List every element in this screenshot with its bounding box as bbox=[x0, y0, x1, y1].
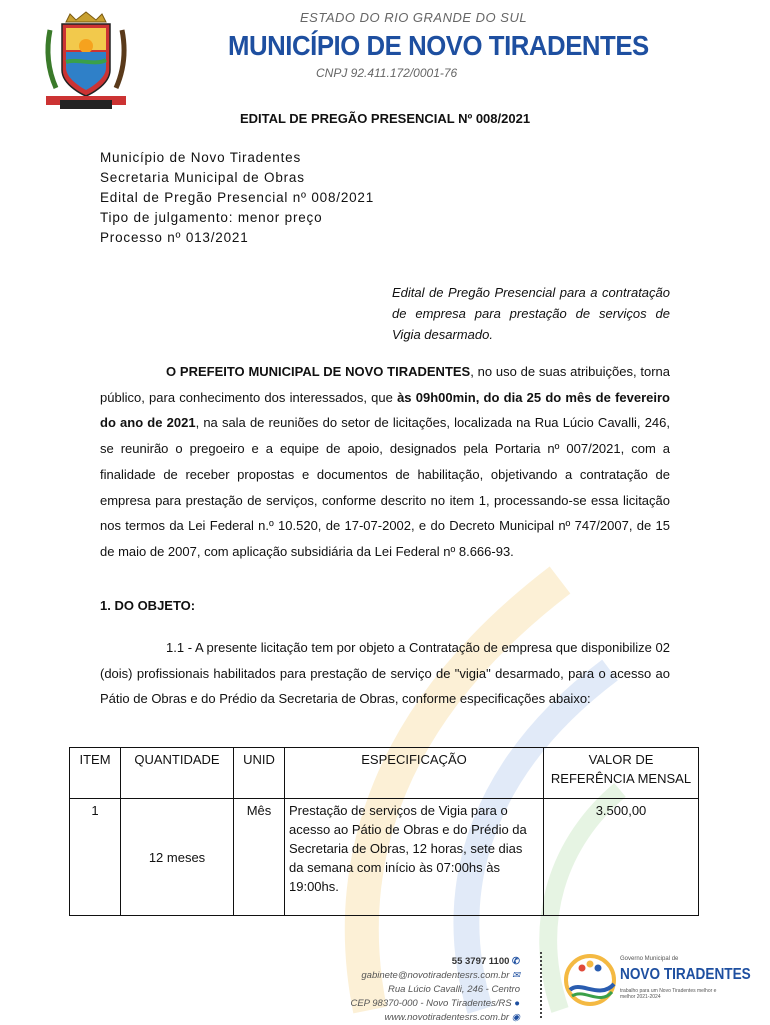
footer-address: Rua Lúcio Cavalli, 246 - Centro bbox=[387, 984, 520, 995]
footer-logo-sub bbox=[620, 988, 730, 1000]
th-valor: VALOR DE REFERÊNCIA MENSAL bbox=[544, 748, 699, 799]
edital-info-block bbox=[100, 148, 374, 248]
footer-email: gabinete@novotiradentesrs.com.br bbox=[361, 970, 510, 981]
info-line: Tipo de julgamento: menor preço bbox=[100, 210, 323, 225]
document-title: EDITAL DE PREGÃO PRESENCIAL Nº 008/2021 bbox=[239, 111, 531, 126]
cell-item: 1 bbox=[70, 799, 121, 916]
cell-valor: 3.500,00 bbox=[544, 799, 699, 916]
phone-icon: ✆ bbox=[512, 956, 520, 967]
preamble-text-b: , na sala de reuniões do setor de licitações, localizada na Rua Lúcio Cavalli, 246, se reunirão o pregoeiro e a equipe de apoio, designados pela Portaria nº 007/2021, com a finalidade de receber propostas e documentos de habilitação, objetivando a contratação de empresa para prestação de serviços, conforme descrito no item 1, processando-se essa licitação nos termos da Lei Federal n.º 10.520, de 17-07-2002, e do Decreto Municipal nº 747/2007, de 15 de maio de 2007, com aplicação subsidiária da Lei Federal nº 8.666-93. bbox=[100, 415, 671, 559]
th-item: ITEM bbox=[70, 748, 121, 799]
objeto-text: 1.1 - A presente licitação tem por objeto a Contratação de empresa que disponibilize 02 (dois) profissionais habilitados para prestação de serviço de "vigia" desarmado, para o acesso ao Pátio de Obras e do Prédio da Secretaria de Obras, conforme especificações abaixo: bbox=[100, 640, 670, 707]
table-header-row bbox=[70, 748, 699, 799]
th-unid: UNID bbox=[234, 748, 285, 799]
preamble-lead: O PREFEITO MUNICIPAL DE NOVO TIRADENTES bbox=[166, 364, 471, 379]
info-line: Processo nº 013/2021 bbox=[100, 230, 249, 245]
objeto-paragraph bbox=[100, 635, 670, 712]
edital-summary: Edital de Pregão Presencial para a contratação de empresa para prestação de serviços de Vigia desarmado. bbox=[392, 285, 670, 342]
cell-unid: Mês bbox=[234, 799, 285, 916]
th-especificacao: ESPECIFICAÇÃO bbox=[285, 748, 544, 799]
cell-quantidade: 12 meses bbox=[121, 799, 234, 916]
footer-logo-years: 2021-2024 bbox=[636, 994, 661, 1000]
footer-logo-name: NOVO TIRADENTES bbox=[620, 966, 751, 983]
globe-icon: ◉ bbox=[511, 1012, 520, 1023]
footer-site: www.novotiradentesrs.com.br bbox=[384, 1012, 510, 1023]
specification-table bbox=[69, 747, 699, 916]
footer-cep: CEP 98370-000 - Novo Tiradentes/RS bbox=[350, 998, 512, 1009]
municipal-crest-logo bbox=[36, 10, 136, 110]
section-heading-objeto: 1. DO OBJETO: bbox=[100, 598, 196, 613]
info-line: Município de Novo Tiradentes bbox=[100, 150, 301, 165]
footer-contact bbox=[330, 955, 520, 1025]
footer-logo-tagline: trabalho para um Novo Tiradentes melhor e melhor bbox=[620, 988, 717, 1000]
info-line: Secretaria Municipal de Obras bbox=[100, 170, 305, 185]
header-cnpj: CNPJ 92.411.172/0001-76 bbox=[316, 66, 458, 80]
email-icon: ✉ bbox=[512, 970, 520, 981]
th-quantidade: QUANTIDADE bbox=[121, 748, 234, 799]
header-state: ESTADO DO RIO GRANDE DO SUL bbox=[300, 10, 528, 25]
preamble-paragraph bbox=[100, 359, 670, 565]
header-municipality: MUNICÍPIO DE NOVO TIRADENTES bbox=[228, 30, 649, 61]
cell-especificacao: Prestação de serviços de Vigia para o acesso ao Pátio de Obras e do Prédio da Secretaria de Obras, 12 horas, sete dias da semana com início às 07:00hs às 19:00hs. bbox=[285, 799, 544, 916]
preamble-date: às 09h00min, do dia 25 do mês de fevereiro do ano de 2021 bbox=[100, 389, 670, 431]
footer-phone: 55 3797 1100 bbox=[451, 956, 510, 967]
footer-divider bbox=[540, 952, 544, 1018]
table-row bbox=[70, 799, 699, 916]
preamble-text-a: , no uso de suas atribuições, torna público, para conhecimento dos interessados, que bbox=[100, 364, 670, 405]
info-line: Edital de Pregão Presencial nº 008/2021 bbox=[100, 190, 375, 205]
footer-logo-top: Governo Municipal de bbox=[620, 956, 679, 962]
location-icon: ● bbox=[514, 998, 520, 1009]
